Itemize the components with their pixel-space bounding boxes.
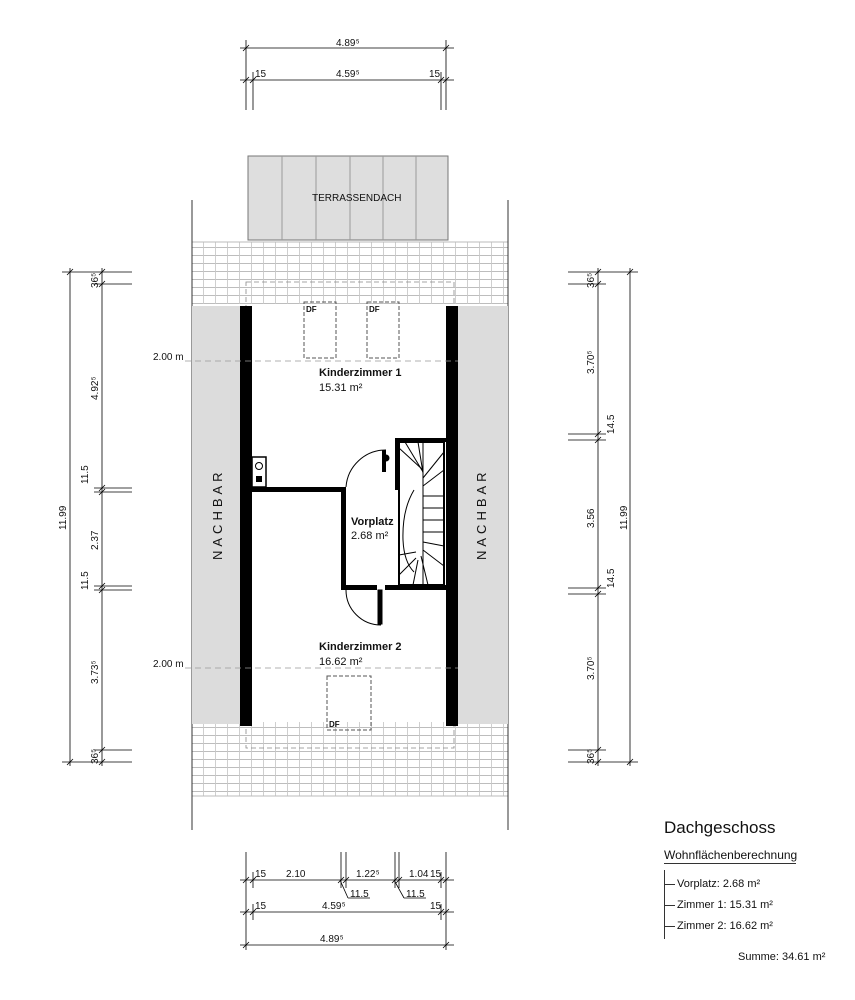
terrace-roof-label: TERRASSENDACH <box>312 193 402 204</box>
hall-name: Vorplatz <box>351 516 394 528</box>
dim-bottom-r1-a: 15 <box>255 869 267 880</box>
staircase <box>399 442 444 585</box>
door-room2 <box>346 590 382 625</box>
dim-top-overall: 4.89⁵ <box>336 38 360 49</box>
height-line-top-label: 2.00 m <box>153 352 184 363</box>
legend-item-label: Vorplatz: 2.68 m² <box>677 878 761 890</box>
legend-title: Dachgeschoss <box>664 818 776 837</box>
dim-bottom-r2-middle: 4.59⁵ <box>322 901 346 912</box>
dim-left-b: 4.92⁵ <box>90 376 101 400</box>
dim-left-f: 3.73⁵ <box>90 660 101 684</box>
dim-right-c: 14.5 <box>606 414 617 434</box>
roof-tiles-top <box>192 242 508 304</box>
room2-name: Kinderzimmer 2 <box>319 641 402 653</box>
dim-left-g: 36⁵ <box>90 748 101 764</box>
dim-left-c: 11.5 <box>80 465 91 484</box>
legend-subtitle: Wohnflächenberechnung <box>664 848 798 862</box>
dim-bottom-overall: 4.89⁵ <box>320 934 344 945</box>
dim-bottom-r1-c: 1.22⁵ <box>356 869 380 880</box>
dim-right-e: 14.5 <box>606 568 617 588</box>
dim-bottom-r2-left: 15 <box>255 901 267 912</box>
dimension-bottom <box>240 852 454 950</box>
dim-right-d: 3.56 <box>586 508 597 528</box>
room1-area: 15.31 m² <box>319 382 363 394</box>
dim-left-d: 2.37 <box>90 530 101 550</box>
dim-right-f: 3.70⁵ <box>586 656 597 680</box>
dim-bottom-r1-f: 11.5 <box>350 889 369 900</box>
legend-item <box>665 916 844 937</box>
legend-item-label: Zimmer 1: 15.31 m² <box>677 899 773 911</box>
legend-item-label: Zimmer 2: 16.62 m² <box>677 920 773 932</box>
dim-left-e: 11.5 <box>80 571 91 590</box>
legend-item <box>665 895 844 916</box>
dim-right-total: 11.99 <box>619 505 630 530</box>
skylight-2-label: DF <box>369 305 380 314</box>
height-line-bottom-label: 2.00 m <box>153 659 184 670</box>
area-legend <box>664 818 844 963</box>
legend-list <box>664 870 844 939</box>
room1-name: Kinderzimmer 1 <box>319 367 402 379</box>
dim-bottom-r1-b: 2.10 <box>286 869 306 880</box>
dim-top-left: 15 <box>255 69 267 80</box>
dim-left-total: 11.99 <box>58 505 69 530</box>
dim-left-a: 36⁵ <box>90 272 101 288</box>
neighbor-right-label: NACHBAR <box>474 468 489 560</box>
legend-item <box>665 874 844 895</box>
roof-tiles-bottom <box>192 722 508 796</box>
dim-bottom-r1-e: 15 <box>430 869 442 880</box>
dim-top-right: 15 <box>429 69 441 80</box>
dim-right-g: 36⁵ <box>586 748 597 764</box>
room2-area: 16.62 m² <box>319 656 363 668</box>
neighbor-left-label: NACHBAR <box>210 468 225 560</box>
dim-right-b: 3.70⁵ <box>586 350 597 374</box>
legend-sum: Summe: 34.61 m² <box>738 951 826 963</box>
dim-right-a: 36⁵ <box>586 272 597 288</box>
dim-top-middle: 4.59⁵ <box>336 69 360 80</box>
hall-area: 2.68 m² <box>351 530 389 542</box>
dim-bottom-r1-g: 11.5 <box>406 889 425 900</box>
dim-bottom-r2-right: 15 <box>430 901 442 912</box>
dimension-left <box>62 268 132 766</box>
skylight-1-label: DF <box>306 305 317 314</box>
dim-bottom-r1-d: 1.04 <box>409 869 429 880</box>
chimney <box>252 457 266 487</box>
skylight-3-label: DF <box>329 720 340 729</box>
